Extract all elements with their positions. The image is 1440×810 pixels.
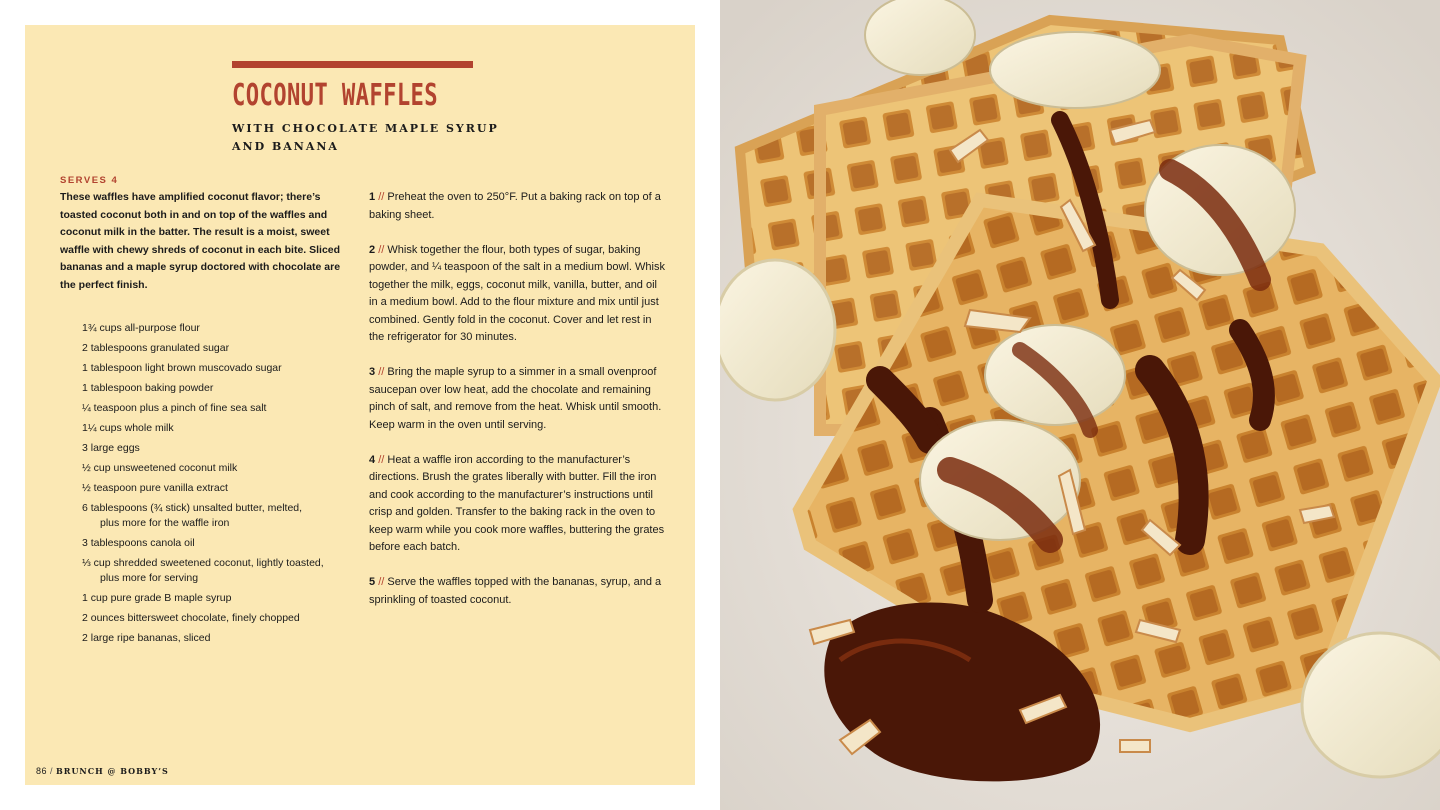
ingredient-text: ½ cup unsweetened coconut milk <box>82 462 238 474</box>
ingredient-text: 3 tablespoons canola oil <box>82 537 195 549</box>
page-number: 86 <box>36 766 48 776</box>
step-number: 4 <box>369 453 376 466</box>
step-number: 3 <box>369 366 376 378</box>
book-title: BRUNCH @ BOBBY’S <box>56 766 169 776</box>
footer-separator: / <box>50 766 54 776</box>
ingredient-item <box>82 441 342 456</box>
step-text: Heat a waffle iron according to the manufacturer’s directions. Brush the grates liberally with butter. Fill the iron and cook according to the manufacturer’s instructions until crisp and golden. Transfer to the baking rack in the oven to keep warm while you cook more waffles, buttering the grates before each batch. <box>369 453 665 553</box>
step-number: 1 <box>369 191 376 203</box>
ingredient-item <box>82 481 342 496</box>
ingredient-item <box>82 321 342 336</box>
ingredient-text: 1 tablespoon baking powder <box>82 382 214 394</box>
waffle-photo <box>720 0 1440 810</box>
recipe-page <box>25 25 695 785</box>
ingredient-text: 1 cup pure grade B maple syrup <box>82 592 232 604</box>
ingredient-text: 2 ounces bittersweet chocolate, finely chopped <box>82 612 300 624</box>
ingredient-item <box>82 381 342 396</box>
subtitle-line-2: AND BANANA <box>232 140 339 153</box>
step-separator: // <box>378 453 385 466</box>
ingredient-item <box>82 361 342 376</box>
ingredient-text: 1¾ cups all-purpose flour <box>82 322 200 334</box>
ingredient-text: 2 large ripe bananas, sliced <box>82 632 211 644</box>
step-text: Serve the waffles topped with the bananas, syrup, and a sprinkling of toasted coconut. <box>369 576 662 606</box>
banana-right <box>1302 633 1440 777</box>
method-step <box>369 452 665 557</box>
banana-left <box>720 260 835 400</box>
step-number: 2 <box>369 243 376 256</box>
method-step <box>369 242 665 347</box>
ingredient-item <box>82 501 342 531</box>
ingredient-item <box>82 461 342 476</box>
ingredient-item <box>82 536 342 551</box>
ingredient-continuation: plus more for serving <box>100 572 199 584</box>
ingredient-text: 2 tablespoons granulated sugar <box>82 342 230 354</box>
ingredient-text: ⅓ cup shredded sweetened coconut, lightly toasted, <box>82 557 324 569</box>
method-steps <box>369 189 665 627</box>
ingredient-text: 3 large eggs <box>82 442 140 454</box>
ingredient-item <box>82 401 342 416</box>
method-step <box>369 364 665 434</box>
ingredient-text: ¼ teaspoon plus a pinch of fine sea salt <box>82 402 267 414</box>
step-text: Whisk together the flour, both types of sugar, baking powder, and ¼ teaspoon of the salt in a medium bowl. Whisk together the milk, eggs, coconut milk, vanilla, butter, and oil in a medium bowl. Add to the flour mixture and mix until just combined. Gently fold in the coconut. Cover and let rest in the refrigerator for 30 minutes. <box>369 243 665 343</box>
ingredient-item <box>82 591 342 606</box>
ingredient-item <box>82 556 342 586</box>
ingredient-list <box>82 321 342 651</box>
recipe-title: COCONUT WAFFLES <box>232 78 439 113</box>
ingredient-text: ½ teaspoon pure vanilla extract <box>82 482 228 494</box>
title-rule <box>232 61 473 68</box>
ingredient-text: 1¼ cups whole milk <box>82 422 174 434</box>
page-footer <box>36 766 169 776</box>
step-separator: // <box>378 191 385 203</box>
ingredient-item <box>82 631 342 646</box>
step-number: 5 <box>369 576 376 588</box>
ingredient-text: 6 tablespoons (¾ stick) unsalted butter, melted, <box>82 502 303 514</box>
recipe-intro: These waffles have amplified coconut flavor; there’s toasted coconut both in and on top of the waffles and coconut milk in the batter. The result is a moist, sweet waffle with chewy shreds of coconut in each bite. Sliced bananas and a maple syrup doctored with chocolate are the perfect finish. <box>60 191 341 291</box>
step-text: Bring the maple syrup to a simmer in a small ovenproof saucepan over low heat, add the chocolate and remaining pinch of salt, and remove from the heat. Whisk until smooth. Keep warm in the oven until serving. <box>369 366 662 431</box>
ingredient-item <box>82 341 342 356</box>
ingredient-continuation: plus more for the waffle iron <box>100 517 230 529</box>
step-text: Preheat the oven to 250°F. Put a baking rack on top of a baking sheet. <box>369 191 661 221</box>
method-step <box>369 574 665 609</box>
recipe-subtitle <box>232 120 512 156</box>
step-separator: // <box>378 576 385 588</box>
ingredient-item <box>82 421 342 436</box>
ingredient-item <box>82 611 342 626</box>
ingredient-text: 1 tablespoon light brown muscovado sugar <box>82 362 282 374</box>
method-step <box>369 189 665 224</box>
step-separator: // <box>378 366 385 378</box>
step-separator: // <box>378 243 385 256</box>
serves-label: SERVES 4 <box>60 175 119 186</box>
subtitle-line-1: WITH CHOCOLATE MAPLE SYRUP <box>232 122 499 135</box>
